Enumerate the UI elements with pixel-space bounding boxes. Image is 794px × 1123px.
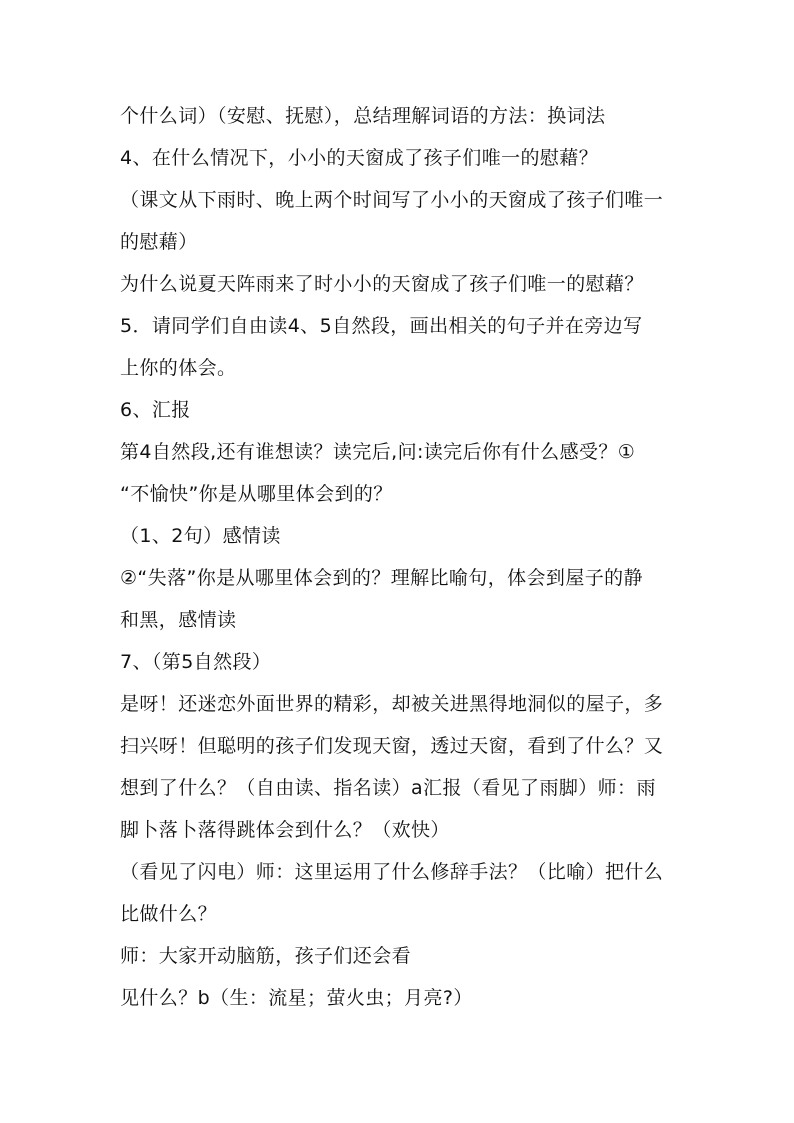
text-line-1: 个什么词）（安慰、抚慰），总结理解词语的方法：换词法 [120, 105, 606, 127]
text-line-12: ②“失落”你是从哪里体会到的？理解比喻句，体会到屋子的静 [120, 567, 643, 589]
text-line-7: 上你的体会。 [120, 357, 237, 379]
text-line-18: 脚卜落卜落得跳体会到什么？（欢快） [120, 819, 450, 841]
text-line-16: 扫兴呀！但聪明的孩子们发现天窗，透过天窗，看到了什么？又 [120, 735, 664, 757]
text-line-10: “不愉快”你是从哪里体会到的？ [120, 483, 393, 505]
text-line-17: 想到了什么？（自由读、指名读）a汇报（看见了雨脚）师：雨 [120, 777, 656, 799]
text-line-19: （看见了闪电）师：这里运用了什么修辞手法？（比喻）把什么 [120, 861, 664, 883]
text-line-14: 7、（第5自然段） [120, 651, 272, 673]
text-line-5: 为什么说夏天阵雨来了时小小的天窗成了孩子们唯一的慰藉？ [120, 273, 644, 295]
text-line-8: 6、汇报 [120, 399, 191, 421]
text-line-21: 师：大家开动脑筋，孩子们还会看 [120, 945, 412, 967]
text-line-20: 比做什么？ [120, 903, 218, 925]
text-line-22: 见什么？b（生：流星；萤火虫；月亮?） [120, 987, 473, 1009]
text-line-11: （1、2句）感情读 [120, 525, 281, 547]
text-line-9: 第4自然段,还有谁想读？读完后,问:读完后你有什么感受？① [120, 441, 636, 463]
text-line-2: 4、在什么情况下，小小的天窗成了孩子们唯一的慰藉？ [120, 147, 599, 169]
text-line-13: 和黑，感情读 [120, 609, 237, 631]
text-line-6: 5．请同学们自由读4、5自然段，画出相关的句子并在旁边写 [120, 315, 643, 337]
text-line-3: （课文从下雨时、晚上两个时间写了小小的天窗成了孩子们唯一 [120, 189, 664, 211]
text-line-15: 是呀！还迷恋外面世界的精彩，却被关进黑得地洞似的屋子，多 [120, 693, 664, 715]
text-line-4: 的慰藉） [120, 231, 198, 253]
